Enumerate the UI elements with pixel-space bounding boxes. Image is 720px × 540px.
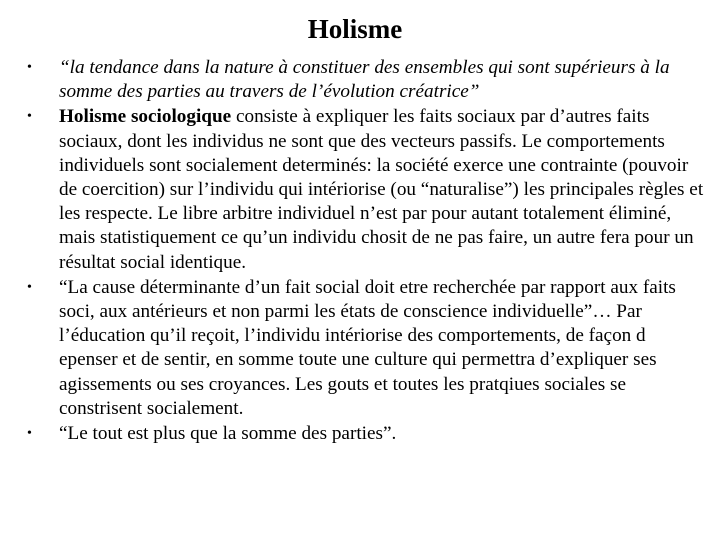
bullet-icon: • bbox=[27, 109, 32, 125]
bullet-bold-lead: Holisme sociologique bbox=[59, 106, 232, 128]
bullet-icon: • bbox=[27, 60, 32, 75]
bullet-text: “la tendance dans la nature à constituer des ensembles qui sont supérieurs à la somme des parties au travers de l’évolution créatrice” bbox=[59, 57, 670, 103]
bullet-text: “Le tout est plus que la somme des parties”. bbox=[59, 423, 397, 445]
bullet-list bbox=[24, 56, 704, 447]
bullet-icon: • bbox=[27, 426, 32, 442]
bullet-text: “La cause déterminante d’un fait social doit etre recherchée par rapport aux faits soci, aux antérieurs et non parmi les états de conscience individuelle”… Par l’éducation qu’il reçoit, l’individu intériorise des comportements, de façon d epenser et de sentir, en somme toute une culture qui permettra d’expliquer ses agissements ou ses croyances. Les gouts et toutes les pratqiues sociales se constrisent socialement. bbox=[59, 276, 676, 419]
bullet-icon: • bbox=[27, 279, 32, 295]
bullet-item-definition bbox=[24, 56, 704, 104]
bullet-item-holisme-sociologique bbox=[24, 105, 704, 274]
slide-title: Holisme bbox=[307, 14, 403, 44]
bullet-item-le-tout bbox=[24, 422, 704, 446]
bullet-text: consiste à expliquer les faits sociaux par d’autres faits sociaux, dont les individus ne sont que des vecteurs passifs. Le comportements individuels sont socialement determinés: la société exerce une contrainte (pouvoir de coercition) sur l’individu qui intériorise (ou “naturalise”) les principales règles et les respecte. Le libre arbitre individuel n’est par pour autant totalement éliminé, mais statistiquement ce qu’un individu chosit de ne pas faire, un autre fera pour un résultat social identique. bbox=[59, 106, 704, 273]
bullet-item-cause-determinante bbox=[24, 276, 704, 421]
